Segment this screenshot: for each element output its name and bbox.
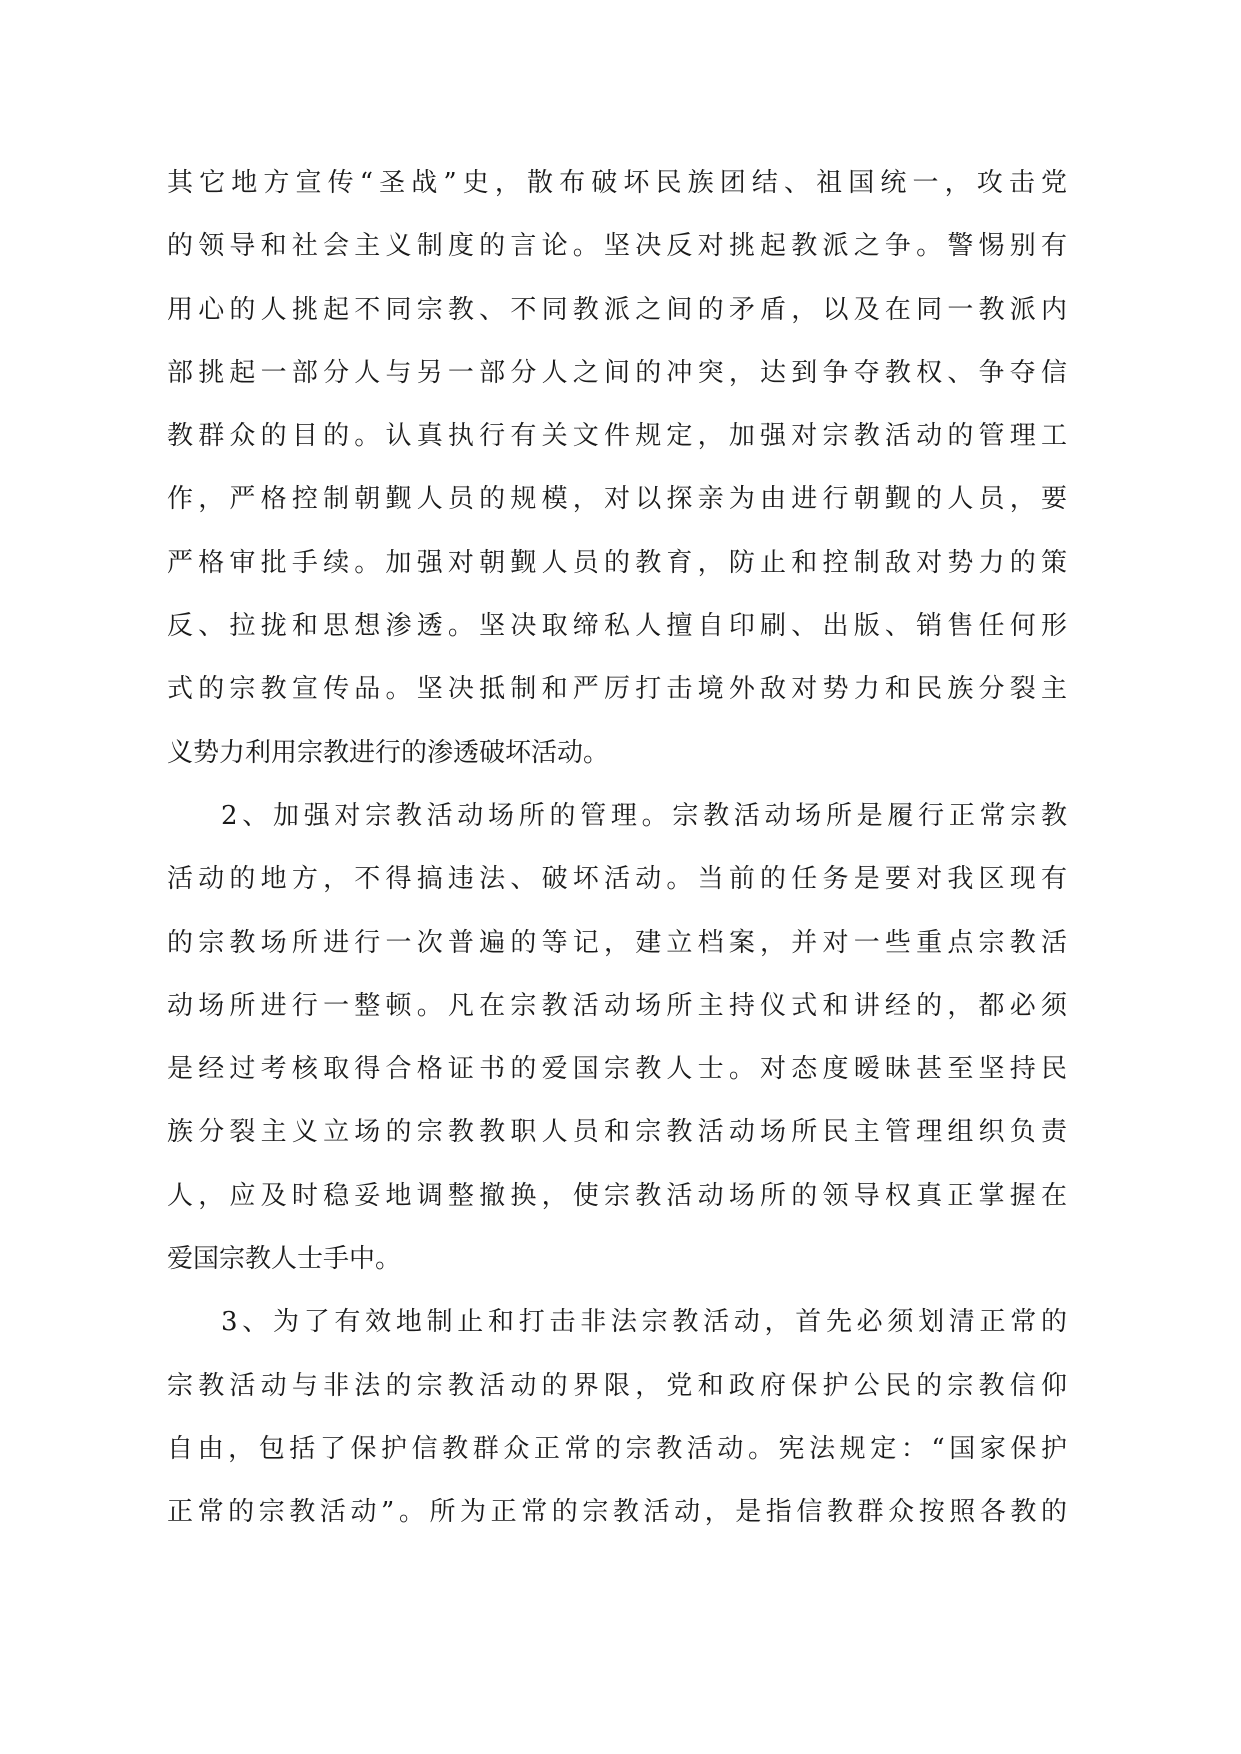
text-line: 人，应及时稳妥地调整撤换，使宗教活动场所的领导权真正掌握在 bbox=[167, 1180, 1067, 1211]
text-line: 其它地方宣传“圣战”史，散布破坏民族团结、祖国统一，攻击党 bbox=[167, 168, 1067, 198]
text-line: 用心的人挑起不同宗教、不同教派之间的矛盾，以及在同一教派内 bbox=[167, 294, 1067, 325]
text-line: 爱国宗教人士手中。 bbox=[167, 1244, 402, 1275]
text-line: 义势力利用宗教进行的渗透破坏活动。 bbox=[167, 737, 610, 768]
text-line: 的领导和社会主义制度的言论。坚决反对挑起教派之争。警惕别有 bbox=[167, 231, 1067, 262]
paragraph-first-line: 3、为了有效地制止和打击非法宗教活动，首先必须划清正常的 bbox=[221, 1307, 1067, 1338]
text-line: 宗教活动与非法的宗教活动的界限，党和政府保护公民的宗教信仰 bbox=[167, 1370, 1067, 1401]
paragraph-first-line: 2、加强对宗教活动场所的管理。宗教活动场所是履行正常宗教 bbox=[221, 800, 1067, 831]
text-line: 正常的宗教活动”。所为正常的宗教活动，是指信教群众按照各教的 bbox=[167, 1497, 1067, 1528]
text-line: 作，严格控制朝觐人员的规模，对以探亲为由进行朝觐的人员，要 bbox=[167, 484, 1067, 515]
text-line: 式的宗教宣传品。坚决抵制和严厉打击境外敌对势力和民族分裂主 bbox=[167, 674, 1067, 705]
text-line: 族分裂主义立场的宗教教职人员和宗教活动场所民主管理组织负责 bbox=[167, 1117, 1067, 1148]
body-text bbox=[167, 152, 1067, 1545]
text-line: 动场所进行一整顿。凡在宗教活动场所主持仪式和讲经的，都必须 bbox=[167, 990, 1067, 1021]
text-line: 自由，包括了保护信教群众正常的宗教活动。宪法规定：“国家保护 bbox=[167, 1433, 1067, 1464]
text-line: 教群众的目的。认真执行有关文件规定，加强对宗教活动的管理工 bbox=[167, 421, 1067, 452]
text-line: 部挑起一部分人与另一部分人之间的冲突，达到争夺教权、争夺信 bbox=[167, 357, 1067, 388]
text-line: 活动的地方，不得搞违法、破坏活动。当前的任务是要对我区现有 bbox=[167, 864, 1067, 895]
text-line: 严格审批手续。加强对朝觐人员的教育，防止和控制敌对势力的策 bbox=[167, 547, 1067, 578]
text-line: 反、拉拢和思想渗透。坚决取缔私人擅自印刷、出版、销售任何形 bbox=[167, 611, 1067, 642]
text-line: 的宗教场所进行一次普遍的等记，建立档案，并对一些重点宗教活 bbox=[167, 927, 1067, 958]
text-line: 是经过考核取得合格证书的爱国宗教人士。对态度暧昧甚至坚持民 bbox=[167, 1054, 1067, 1085]
